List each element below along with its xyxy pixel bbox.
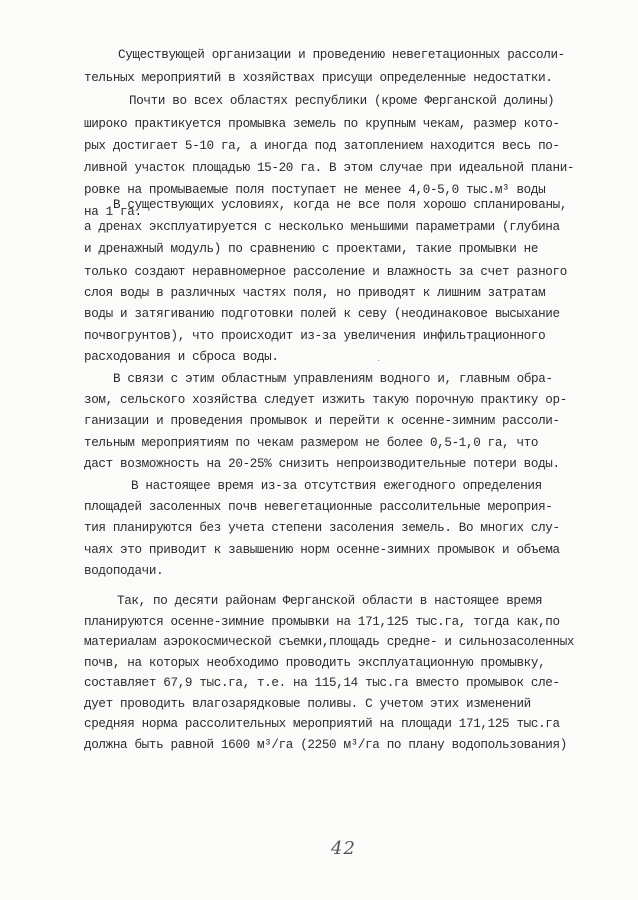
paper-speck: ˙ <box>376 360 382 370</box>
text-line: средняя норма рассолительных мероприятий на площади 171,125 тыс.га <box>84 717 560 731</box>
text-line: а дренах эксплуатируется с несколько меньшими параметрами (глубина <box>84 220 560 234</box>
text-line: Существующей организации и проведению невегетационных рассоли- <box>118 48 565 62</box>
text-line: даст возможность на 20-25% снизить непроизводительные потери воды. <box>84 457 560 471</box>
text-line: почвогрунтов), что происходит из-за увеличения инфильтрационного <box>84 329 546 343</box>
text-line: Так, по десяти районам Ферганской области в настоящее время <box>117 594 543 608</box>
text-line: материалам аэрокосмической съемки,площадь средне- и сильнозасоленных <box>84 635 575 649</box>
text-line: и дренажный модуль) по сравнению с проектами, такие промывки не <box>84 242 539 256</box>
text-line: воды и затягиванию подготовки полей к севу (неодинаковое высыхание <box>84 307 560 321</box>
text-line: ровке на промываемые поля поступает не менее 4,0-5,0 тыс.м³ воды <box>84 183 546 197</box>
text-line: ганизации и проведения промывок и перейти к осенне-зимним рассоли- <box>84 414 560 428</box>
page-number: 42 <box>331 838 356 859</box>
text-line: планируются осенне-зимние промывки на 171,125 тыс.га, тогда как,по <box>84 615 560 629</box>
text-line: тия планируются без учета степени засоления земель. Во многих слу- <box>84 521 560 535</box>
text-line: водоподачи. <box>84 564 164 578</box>
text-line: чаях это приводит к завышению норм осенне-зимних промывок и объема <box>84 543 560 557</box>
text-line: на 1 га. <box>84 205 142 219</box>
text-line: слоя воды в различных частях поля, но приводят к лишним затратам <box>84 286 546 300</box>
text-line: рых достигает 5-10 га, а иногда под затоплением находится весь по- <box>84 139 560 153</box>
text-line: только создают неравномерное рассоление и влажность за счет разного <box>84 265 567 279</box>
text-line: зом, сельского хозяйства следует изжить такую порочную практику ор- <box>84 393 567 407</box>
text-line: тельным мероприятиям по чекам размером не более 0,5-1,0 га, что <box>84 436 539 450</box>
text-line: широко практикуется промывка земель по крупным чекам, размер кото- <box>84 117 560 131</box>
text-line: В существующих условиях, когда не все поля хорошо спланированы, <box>113 198 568 212</box>
text-line: ливной участок площадью 15-20 га. В этом случае при идеальной плани- <box>84 161 575 175</box>
text-line: должна быть равной 1600 м³/га (2250 м³/га по плану водопользования) <box>84 738 567 752</box>
text-line: В настоящее время из-за отсутствия ежегодного определения <box>131 479 542 493</box>
text-line: составляет 67,9 тыс.га, т.е. на 115,14 тыс.га вместо промывок сле- <box>84 676 560 690</box>
text-line: Почти во всех областях республики (кроме Ферганской долины) <box>129 94 555 108</box>
text-line: расходования и сброса воды. <box>84 350 279 364</box>
text-line: почв, на которых необходимо проводить эксплуатационную промывку, <box>84 656 546 670</box>
text-line: площадей засоленных почв невегетационные рассолительные мероприя- <box>84 500 553 514</box>
text-line: В связи с этим областным управлениям водного и, главным обра- <box>113 372 553 386</box>
text-line: дует проводить влагозарядковые поливы. С учетом этих изменений <box>84 697 531 711</box>
text-line: тельных мероприятий в хозяйствах присущи определенные недостатки. <box>84 71 553 85</box>
